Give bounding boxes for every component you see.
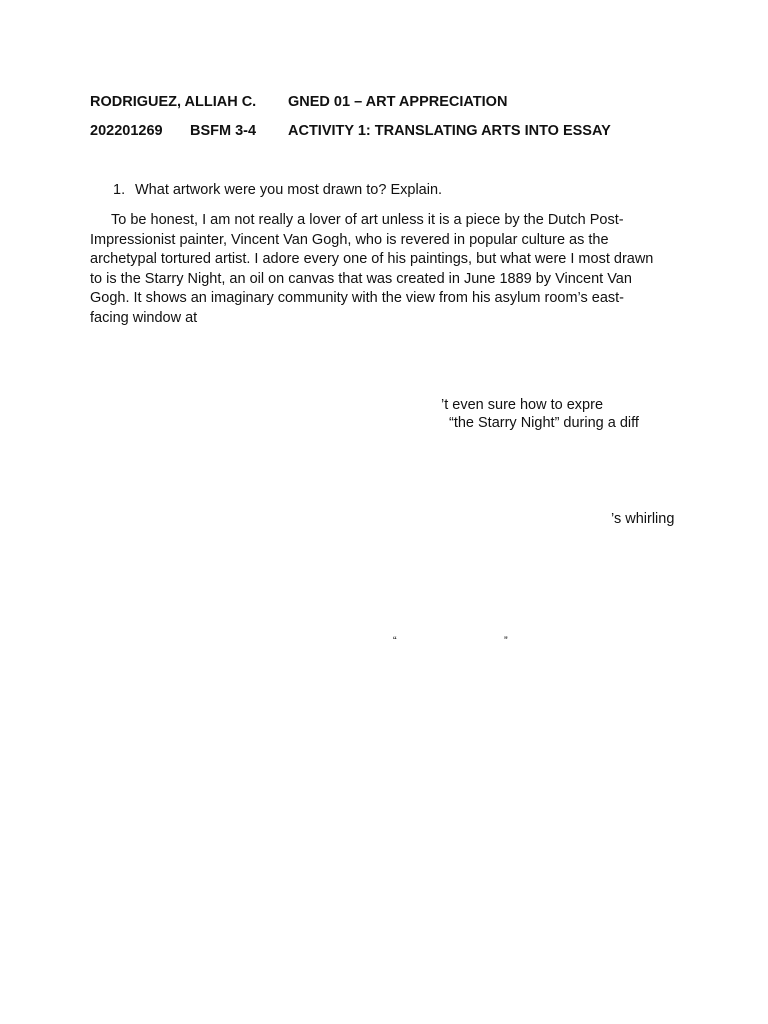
paragraph-line: archetypal tortured artist. I adore every one of his paintings, but what were I most drawn [90, 251, 654, 267]
course-title: GNED 01 – ART APPRECIATION [288, 94, 508, 110]
student-name: RODRIGUEZ, ALLIAH C. [90, 94, 257, 110]
essay-paragraph [90, 211, 690, 328]
section: BSFM 3-4 [190, 123, 257, 139]
activity-title: ACTIVITY 1: TRANSLATING ARTS INTO ESSAY [288, 123, 611, 139]
paragraph-line: facing window at [90, 309, 198, 326]
paragraph-line: Impressionist painter, Vincent Van Gogh, who is revered in popular culture as the [90, 231, 609, 248]
question-text: What artwork were you most drawn to? Explain. [135, 182, 443, 198]
close-quote-mark: ” [504, 635, 508, 647]
text-fragment: “the Starry Night” during a diff [449, 415, 639, 431]
text-fragment: ’t even sure how to expre [441, 397, 604, 413]
text-fragment: ’s whirling [611, 511, 675, 527]
paragraph-line: to is the Starry Night, an oil on canvas that was created in June 1889 by Vincent Van [90, 270, 632, 287]
paragraph-line: Gogh. It shows an imaginary community with the view from his asylum room’s east- [90, 290, 625, 306]
open-quote-mark: “ [393, 635, 397, 647]
student-id: 202201269 [90, 123, 163, 139]
question-item [113, 181, 442, 199]
paragraph-line: To be honest, I am not really a lover of art unless it is a piece by the Dutch Post- [111, 212, 624, 228]
question-number: 1. [113, 182, 126, 198]
